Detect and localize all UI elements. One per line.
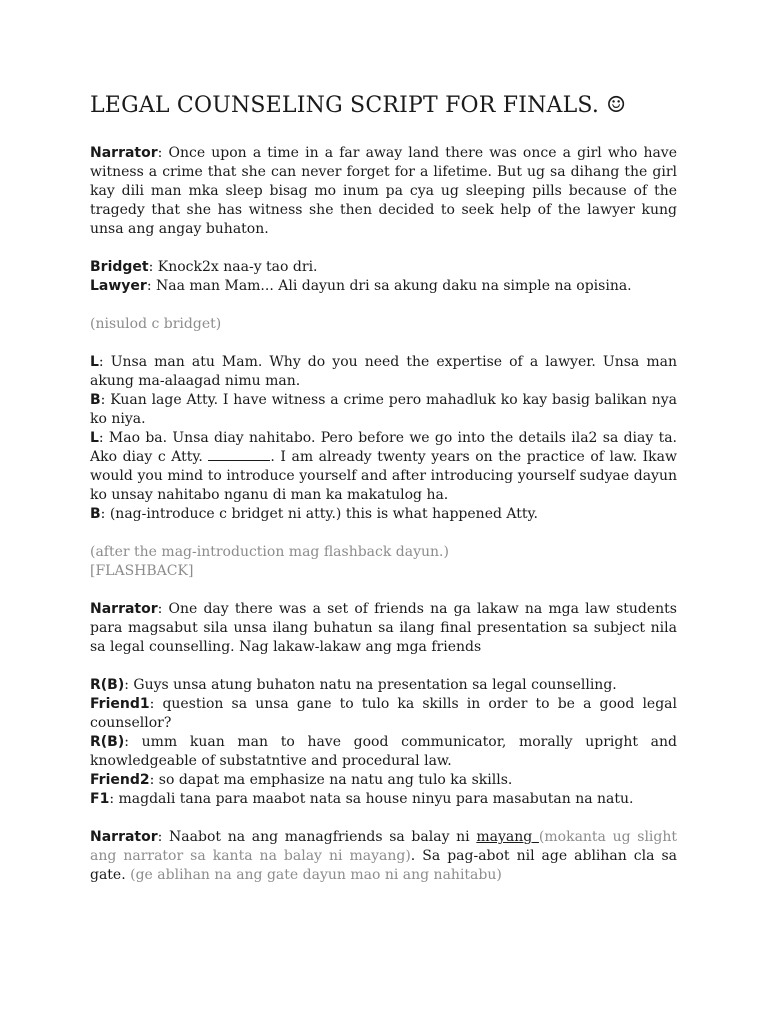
speaker-label: F1 [90,791,110,807]
speaker-label: Narrator [90,601,158,617]
speaker-label: L [90,430,99,446]
dialogue-text: . I am already twenty years on the practice of law. Ikaw would you mind to introduce yourself and after introducing yourself sudyae dayun ko unsay nahitabo nganu di man ka makatulog ha. [90,449,677,503]
stage-direction: (nisulod c bridget) [90,316,222,332]
speaker-label: Friend1 [90,696,150,712]
dialogue-line-rb1 [90,676,677,695]
dialogue-line-b1 [90,391,677,429]
speaker-label: Lawyer [90,278,147,294]
document-page [90,90,677,885]
dialogue-text: : Mao ba. Unsa diay nahitabo. Pero before we go into the details ila2 sa diay ta. Ako diay c Atty. [90,430,677,465]
speaker-label: L [90,354,99,370]
lawyer-line [90,277,677,296]
dialogue-text: : One day there was a set of friends na ga lakaw na mga law students para magsabut sila unsa ilang buhatun sa ilang final presentation sa subject nila sa legal counselling. Nag lakaw-lakaw ang mga friends [90,601,677,655]
dialogue-text: . Sa pag-abot nil age ablihan cla sa gate. [90,848,678,883]
speaker-label: R(B) [90,677,125,693]
document-title: LEGAL COUNSELING SCRIPT FOR FINALS. ☺ [90,93,627,118]
dialogue-text: : magdali tana para maabot nata sa house ninyu para masabutan na natu. [109,791,634,807]
dialogue-line-friend2 [90,771,677,790]
dialogue-line-l1 [90,353,677,391]
underlined-name: mayang [476,829,539,845]
dialogue-text: : so dapat ma emphasize na natu ang tulo ka skills. [149,772,513,788]
dialogue-line-f1 [90,790,677,809]
stage-direction: (mokanta ug slight ang narrator sa kanta na balay ni mayang) [90,829,678,864]
name-blank [208,448,270,461]
narrator-paragraph-1 [90,144,677,239]
dialogue-text: : Naabot na ang managfriends sa balay ni [157,829,477,845]
dialogue-text: : question sa unsa gane to tulo ka skills in order to be a good legal counsellor? [90,696,677,731]
speaker-label: R(B) [90,734,125,750]
dialogue-text: : umm kuan man to have good communicator, morally upright and knowledgeable of substatntive and procedural law. [90,734,677,769]
dialogue-text: : (nag-introduce c bridget ni atty.) this is what happened Atty. [100,506,539,522]
speaker-label: Bridget [90,259,149,275]
narrator-paragraph-2 [90,600,677,657]
stage-direction: (ge ablihan na ang gate dayun mao ni ang nahitabu) [130,867,502,883]
dialogue-text: : Unsa man atu Mam. Why do you need the expertise of a lawyer. Unsa man akung ma-alaagad nimu man. [90,354,677,389]
flashback-marker: [FLASHBACK] [90,563,194,579]
dialogue-line-rb2 [90,733,677,771]
speaker-label: Friend2 [90,772,150,788]
dialogue-text: : Once upon a time in a far away land there was once a girl who have witness a crime that she can never forget for a lifetime. But ug sa dihang the girl kay dili man mka sleep bisag mo inum pa cya ug sleeping pills because of the tragedy that she has witness she then decided to seek help of the lawyer kung unsa ang angay buhaton. [90,145,677,237]
dialogue-text: : Knock2x naa-y tao dri. [148,259,318,275]
speaker-label: Narrator [90,145,158,161]
speaker-label: B [90,506,101,522]
dialogue-text: : Kuan lage Atty. I have witness a crime pero mahadluk ko kay basig balikan nya ko niya. [90,392,677,427]
dialogue-line-l2 [90,429,677,505]
dialogue-text: : Guys unsa atung buhaton natu na presentation sa legal counselling. [124,677,617,693]
dialogue-line-b2 [90,505,677,524]
dialogue-line-friend1 [90,695,677,733]
speaker-label: B [90,392,101,408]
dialogue-text: : Naa man Mam... Ali dayun dri sa akung daku na simple na opisina. [146,278,632,294]
bridget-line [90,258,677,277]
stage-direction: (after the mag-introduction mag flashback dayun.) [90,544,449,560]
speaker-label: Narrator [90,829,158,845]
narrator-paragraph-3 [90,828,677,885]
